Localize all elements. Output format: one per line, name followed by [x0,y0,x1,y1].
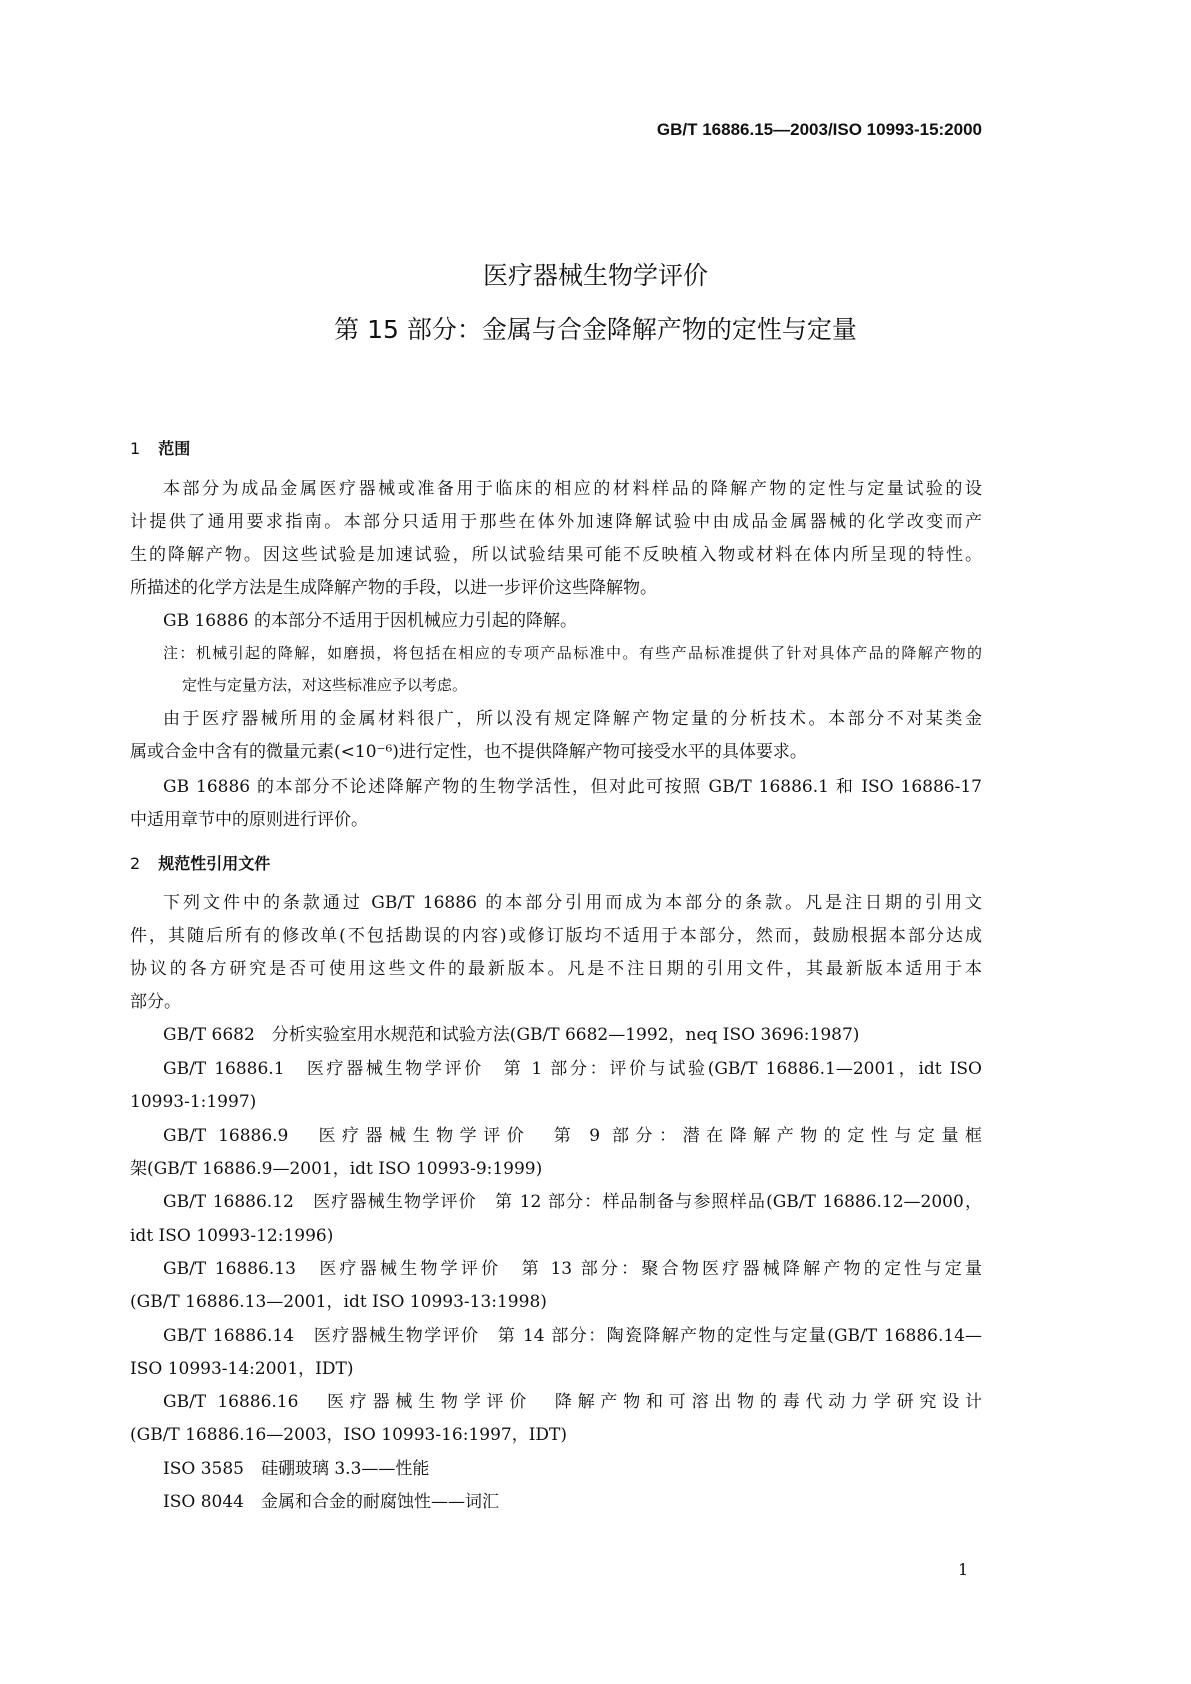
section-heading [130,851,270,874]
text-line: 下列文件中的条款通过 GB/T 16886 的本部分引用而成为本部分的条款。凡是注日期的引用文 [163,893,982,913]
section-heading [130,436,190,459]
section-title: 规范性引用文件 [158,854,271,873]
standard-number-header: GB/T 16886.15—2003/ISO 10993-15:2000 [656,120,982,139]
reference-item: GB/T 6682 分析实验室用水规范和试验方法(GB/T 6682—1992，neq ISO 3696:1987) [163,1025,860,1045]
text-line: 由于医疗器械所用的金属材料很广，所以没有规定降解产物定量的分析技术。本部分不对某类金 [163,709,982,729]
reference-item-cont: (GB/T 16886.13—2001，idt ISO 10993-13:1998) [130,1292,547,1312]
reference-item-cont: 10993-1:1997) [130,1092,257,1112]
note-line: 注：机械引起的降解，如磨损，将包括在相应的专项产品标准中。有些产品标准提供了针对具体产品的降解产物的 [163,644,982,662]
reference-item-cont: ISO 10993-14:2001，IDT) [130,1359,354,1379]
section-title: 范围 [158,439,191,458]
reference-item: GB/T 16886.13 医疗器械生物学评价 第 13 部分：聚合物医疗器械降解产物的定性与定量 [163,1259,982,1279]
section-number: 1 [130,439,141,458]
text-line: 计提供了通用要求指南。本部分只适用于那些在体外加速降解试验中由成品金属器械的化学改变而产 [130,512,982,532]
text-line: GB 16886 的本部分不论述降解产物的生物学活性，但对此可按照 GB/T 16886.1 和 ISO 16886-17 [163,777,982,797]
text-line: GB 16886 的本部分不适用于因机械应力引起的降解。 [163,611,577,631]
note-line: 定性与定量方法，对这些标准应予以考虑。 [182,676,468,694]
section-number: 2 [130,854,141,873]
reference-item: ISO 3585 硅硼玻璃 3.3——性能 [163,1459,430,1479]
text-line: 部分。 [130,992,181,1012]
document-title: 医疗器械生物学评价 [482,261,708,290]
reference-item: ISO 8044 金属和合金的耐腐蚀性——词汇 [163,1492,499,1512]
reference-item: GB/T 16886.1 医疗器械生物学评价 第 1 部分：评价与试验(GB/T 16886.1—2001，idt ISO [163,1059,982,1079]
text-line: 件，其随后所有的修改单(不包括勘误的内容)或修订版均不适用于本部分，然而，鼓励根据本部分达成 [130,926,982,946]
text-line: 所描述的化学方法是生成降解产物的手段，以进一步评价这些降解物。 [130,578,657,598]
reference-item-cont: (GB/T 16886.16—2003，ISO 10993-16:1997，IDT) [130,1425,568,1445]
reference-item: GB/T 16886.9 医疗器械生物学评价 第 9 部分：潜在降解产物的定性与定量框 [163,1126,982,1146]
reference-item: GB/T 16886.12 医疗器械生物学评价 第 12 部分：样品制备与参照样品(GB/T 16886.12—2000， [163,1192,982,1212]
text-line: 生的降解产物。因这些试验是加速试验，所以试验结果可能不反映植入物或材料在体内所呈现的特性。 [130,545,982,565]
reference-item: GB/T 16886.14 医疗器械生物学评价 第 14 部分：陶瓷降解产物的定性与定量(GB/T 16886.14— [163,1326,982,1346]
document-subtitle: 第 15 部分：金属与合金降解产物的定性与定量 [334,315,857,344]
reference-item: GB/T 16886.16 医疗器械生物学评价 降解产物和可溶出物的毒代动力学研究设计 [163,1392,982,1412]
page-number: 1 [958,1560,969,1579]
text-line: 属或合金中含有的微量元素(<10⁻⁶)进行定性，也不提供降解产物可接受水平的具体要求。 [130,742,807,762]
text-line: 中适用章节中的原则进行评价。 [130,810,368,830]
text-line: 协议的各方研究是否可使用这些文件的最新版本。凡是不注日期的引用文件，其最新版本适用于本 [130,959,982,979]
text-line: 本部分为成品金属医疗器械或准备用于临床的相应的材料样品的降解产物的定性与定量试验的设 [163,479,982,499]
reference-item-cont: 架(GB/T 16886.9—2001，idt ISO 10993-9:1999) [130,1159,543,1179]
reference-item-cont: idt ISO 10993-12:1996) [130,1226,334,1246]
